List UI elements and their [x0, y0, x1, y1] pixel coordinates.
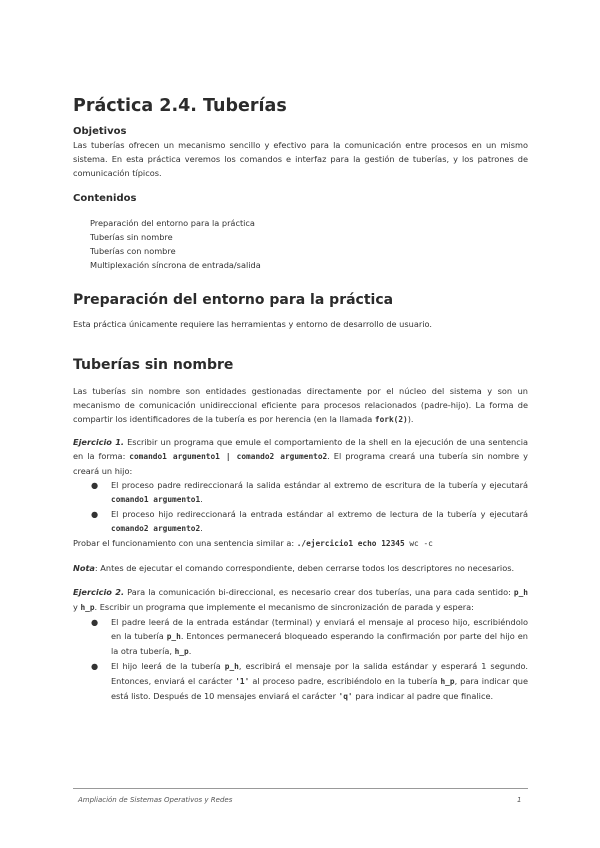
exercise-2-bullets: [73, 615, 528, 704]
unnamed-intro-text: Las tuberías sin nombre son entidades gestionadas directamente por el núcleo del sistema y son un mecanismo de comunicación unidireccional eficiente para procesos relacionados (padre-hijo). La forma de compartir los identificadores de la tubería es por herencia (en la llamada: [73, 386, 528, 424]
exercise-2-statement: [73, 585, 528, 615]
prep-section: [73, 292, 528, 331]
bullet-code: comando2 argumento2: [111, 524, 201, 533]
bullet-text: , para indicar que está listo. Después de 10 mensajes enviará el carácter: [111, 676, 528, 701]
exercise-2-label: Ejercicio 2.: [73, 587, 125, 597]
contents-item[interactable]: Tuberías con nombre: [90, 246, 176, 256]
contents-item[interactable]: Preparación del entorno para la práctica: [90, 218, 255, 228]
bullet-text: . Entonces permanecerá bloqueado esperando la confirmación por parte del hijo en la otra tubería,: [111, 631, 528, 656]
objectives-heading: Objetivos: [73, 126, 127, 137]
exercise-1-bullets: [73, 478, 528, 536]
bullet-end: para indicar al padre que finalice.: [352, 691, 494, 701]
note-text: : Antes de ejecutar el comando correspondiente, deben cerrarse todos los descriptores no necesarios.: [94, 563, 515, 573]
bullet-icon: ●: [91, 509, 99, 519]
bullet-text: El padre leerá de la entrada estándar (terminal) y enviará el mensaje al proceso hijo, escribiéndolo en la tubería: [111, 617, 528, 641]
exercise-1-test: [73, 536, 528, 551]
objectives-section: [73, 126, 528, 180]
bullet-text: El proceso hijo redireccionará la entrada estándar al extremo de lectura de la tubería y ejecutará: [111, 509, 528, 519]
contents-section: [73, 193, 528, 272]
contents-item[interactable]: Multiplexación síncrona de entrada/salida: [90, 260, 261, 270]
fork-code: fork(2): [374, 415, 408, 424]
prep-heading: Preparación del entorno para la práctica: [73, 292, 394, 308]
exercise-1-text1: Escribir un programa que emule el comportamiento de la shell en la ejecución de una sentencia en la forma:: [73, 437, 529, 461]
unnamed-heading: Tuberías sin nombre: [73, 357, 234, 373]
objectives-text: Las tuberías ofrecen un mecanismo sencillo y efectivo para la comunicación entre procesos en un mismo sistema. En esta práctica veremos los comandos e interfaz para la gestión de tuberías, y los patrones de comunicación típicos.: [73, 140, 528, 178]
footer-divider: [73, 788, 528, 789]
bullet-code: 'q': [338, 692, 353, 701]
exercise-1-statement: [73, 435, 528, 478]
page-number: 1: [517, 796, 522, 804]
page-title: Práctica 2.4. Tuberías: [73, 96, 287, 116]
pipe-p-h: p_h: [513, 588, 529, 597]
bullet-icon: ●: [91, 480, 99, 490]
list-item: [73, 507, 528, 536]
test-command: ./ejercicio1 echo 12345: [296, 539, 405, 548]
pipe-h-p: h_p: [80, 603, 95, 612]
unnamed-section: [73, 357, 528, 704]
unnamed-intro: [73, 384, 528, 427]
contents-list: [73, 216, 528, 272]
exercise-2: [73, 585, 528, 704]
test-command-tail: wc -c: [404, 539, 433, 548]
bullet-code: '1': [235, 677, 250, 686]
and-text: y: [73, 602, 81, 612]
bullet-text: El hijo leerá de la tubería: [111, 661, 225, 671]
bullet-code: h_p: [174, 647, 189, 656]
footer-title: Ampliación de Sistemas Operativos y Redes: [78, 796, 233, 804]
bullet-code: p_h: [166, 632, 181, 641]
exercise-2-text2: . Escribir un programa que implemente el mecanismo de sincronización de parada y espera:: [94, 602, 474, 612]
bullet-text: El proceso padre redireccionará la salida estándar al extremo de escritura de la tubería y ejecutará: [111, 480, 528, 490]
bullet-icon: ●: [91, 617, 99, 627]
exercise-1-command: comando1 argumento1 | comando2 argumento2: [129, 452, 328, 461]
unnamed-intro-end: ).: [407, 414, 414, 424]
note-label: Nota: [73, 563, 95, 573]
list-item: [73, 615, 528, 659]
bullet-code: p_h: [224, 662, 239, 671]
exercise-1: [73, 435, 528, 551]
prep-text: Esta práctica únicamente requiere las herramientas y entorno de desarrollo de usuario.: [73, 319, 432, 329]
bullet-code: h_p: [440, 677, 455, 686]
list-item: [73, 478, 528, 507]
exercise-2-text1: Para la comunicación bi-direccional, es necesario crear dos tuberías, una para cada sentido:: [124, 587, 514, 597]
bullet-end: .: [188, 646, 192, 656]
bullet-text: al proceso padre, escribiéndolo en la tubería: [249, 676, 441, 686]
note: [73, 561, 528, 575]
test-text: Probar el funcionamiento con una sentencia similar a:: [73, 538, 297, 548]
exercise-1-label: Ejercicio 1.: [73, 437, 125, 447]
contents-item[interactable]: Tuberías sin nombre: [90, 232, 173, 242]
list-item: [73, 659, 528, 704]
bullet-end: .: [200, 494, 203, 504]
contents-heading: Contenidos: [73, 193, 137, 204]
bullet-text: , escribirá el mensaje por la salida estándar y esperará 1 segundo. Entonces, enviará el carácter: [111, 661, 528, 686]
bullet-end: .: [200, 523, 203, 533]
bullet-code: comando1 argumento1: [111, 495, 201, 504]
bullet-icon: ●: [91, 661, 99, 671]
exercise-1-text2: . El programa creará una tubería sin nombre y creará un hijo:: [73, 451, 528, 476]
